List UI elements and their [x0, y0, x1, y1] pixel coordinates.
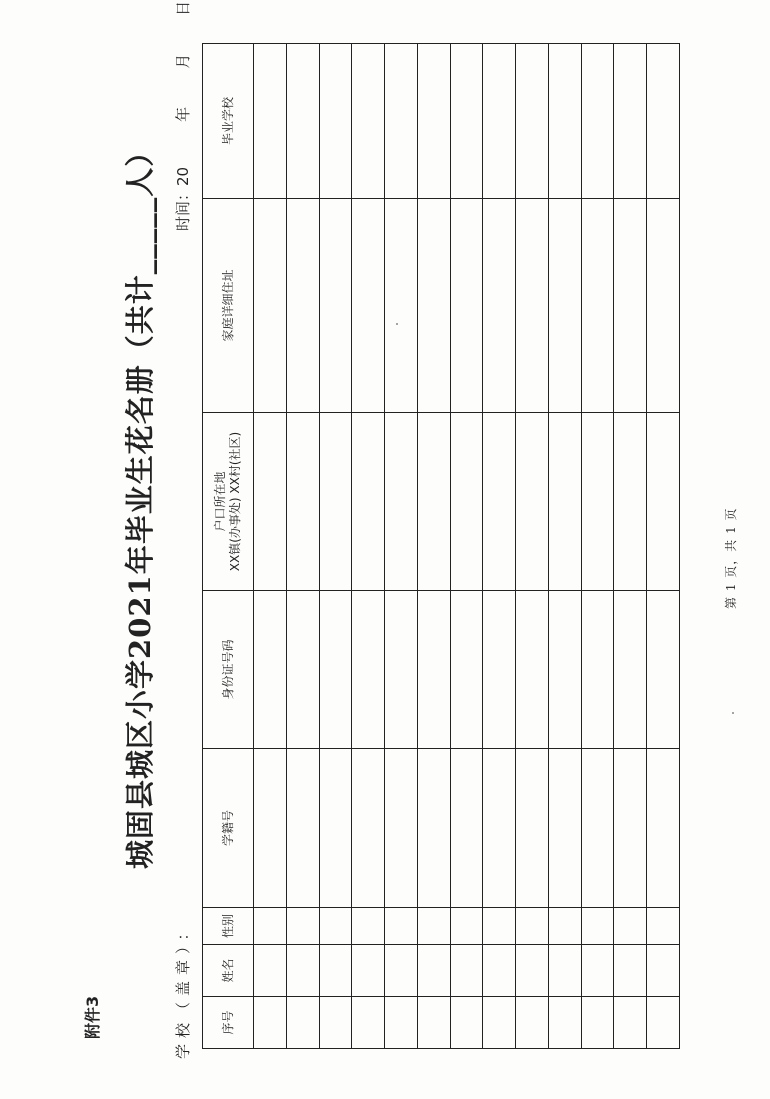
- table-cell[interactable]: [319, 199, 352, 413]
- table-cell[interactable]: [548, 199, 581, 413]
- table-cell[interactable]: [254, 997, 287, 1049]
- table-cell[interactable]: [483, 749, 516, 908]
- table-cell[interactable]: [385, 749, 418, 908]
- table-cell[interactable]: [352, 413, 385, 591]
- table-cell[interactable]: [319, 413, 352, 591]
- date-prefix: 时间：20: [174, 166, 192, 231]
- table-cell[interactable]: [385, 413, 418, 591]
- table-cell[interactable]: [254, 908, 287, 945]
- table-cell[interactable]: [548, 591, 581, 749]
- table-cell[interactable]: [286, 199, 319, 413]
- school-seal-label: 学校（盖章）：: [174, 919, 192, 1059]
- table-cell[interactable]: [647, 44, 680, 199]
- table-cell[interactable]: [254, 413, 287, 591]
- table-cell[interactable]: [516, 945, 549, 997]
- table-cell[interactable]: [254, 44, 287, 199]
- table-cell[interactable]: [450, 44, 483, 199]
- table-row: [548, 44, 581, 1049]
- table-row: [581, 44, 614, 1049]
- table-cell[interactable]: [548, 945, 581, 997]
- table-cell[interactable]: [352, 44, 385, 199]
- table-row: [516, 44, 549, 1049]
- table-cell[interactable]: [548, 44, 581, 199]
- table-cell[interactable]: [614, 908, 647, 945]
- table-cell[interactable]: [352, 945, 385, 997]
- table-cell[interactable]: [352, 908, 385, 945]
- table-row: [254, 44, 287, 1049]
- table-cell[interactable]: [450, 413, 483, 591]
- table-cell[interactable]: [581, 591, 614, 749]
- table-header-row: [203, 44, 254, 1049]
- table-cell[interactable]: [614, 749, 647, 908]
- table-cell[interactable]: [450, 199, 483, 413]
- table-cell[interactable]: [450, 908, 483, 945]
- col-header-graduate-school: 毕业学校: [203, 44, 254, 199]
- table-cell[interactable]: [254, 945, 287, 997]
- col-header-address: 家庭详细住址: [203, 199, 254, 413]
- table-cell[interactable]: [417, 413, 450, 591]
- table-cell[interactable]: [385, 908, 418, 945]
- table-cell[interactable]: [516, 908, 549, 945]
- table-body: [254, 44, 680, 1049]
- table-cell[interactable]: [417, 997, 450, 1049]
- table-cell[interactable]: [647, 997, 680, 1049]
- table-cell[interactable]: [286, 749, 319, 908]
- table-cell[interactable]: [647, 199, 680, 413]
- table-cell[interactable]: [581, 749, 614, 908]
- table-cell[interactable]: [319, 44, 352, 199]
- col-header-household-note: XX镇(办事处) XX村(社区): [228, 431, 242, 572]
- table-cell[interactable]: [483, 413, 516, 591]
- col-header-index: 序号: [203, 997, 254, 1049]
- table-cell[interactable]: [516, 749, 549, 908]
- table-cell[interactable]: [614, 413, 647, 591]
- table-cell[interactable]: [614, 997, 647, 1049]
- date-line: [172, 1, 193, 231]
- table-cell[interactable]: [417, 749, 450, 908]
- table-cell[interactable]: [385, 199, 418, 413]
- table-cell[interactable]: [516, 591, 549, 749]
- table-cell[interactable]: [483, 945, 516, 997]
- table-cell[interactable]: [352, 997, 385, 1049]
- table-cell[interactable]: [254, 749, 287, 908]
- col-header-gender: 性别: [203, 908, 254, 945]
- table-cell[interactable]: [614, 44, 647, 199]
- table-cell[interactable]: [254, 591, 287, 749]
- table-cell[interactable]: [286, 908, 319, 945]
- table-cell[interactable]: [647, 591, 680, 749]
- table-row: [352, 44, 385, 1049]
- table-cell[interactable]: [581, 945, 614, 997]
- page-number: 第 1 页，共 1 页: [724, 507, 738, 609]
- table-cell[interactable]: [417, 591, 450, 749]
- table-cell[interactable]: [614, 199, 647, 413]
- table-cell[interactable]: [483, 199, 516, 413]
- table-cell[interactable]: [352, 199, 385, 413]
- table-cell[interactable]: [319, 945, 352, 997]
- table-cell[interactable]: [319, 997, 352, 1049]
- scan-speck: [732, 712, 734, 714]
- col-header-student-id: 学籍号: [203, 749, 254, 908]
- table-cell[interactable]: [647, 413, 680, 591]
- table-cell[interactable]: [516, 44, 549, 199]
- col-header-household-label: 户口所在地: [213, 471, 227, 532]
- table-cell[interactable]: [483, 908, 516, 945]
- table-cell[interactable]: [548, 749, 581, 908]
- table-cell[interactable]: [581, 44, 614, 199]
- table-cell[interactable]: [450, 591, 483, 749]
- table-cell[interactable]: [286, 591, 319, 749]
- table-cell[interactable]: [647, 945, 680, 997]
- table-cell[interactable]: [385, 591, 418, 749]
- table-row: [319, 44, 352, 1049]
- table-cell[interactable]: [319, 591, 352, 749]
- table-row: [483, 44, 516, 1049]
- table-row: [286, 44, 319, 1049]
- date-month: 月: [174, 53, 192, 69]
- table-cell[interactable]: [581, 997, 614, 1049]
- table-cell[interactable]: [450, 997, 483, 1049]
- document-title: 城固县城区小学2021年毕业生花名册（共计_____人）: [123, 136, 157, 869]
- table-cell[interactable]: [385, 997, 418, 1049]
- table-cell[interactable]: [385, 945, 418, 997]
- table-cell[interactable]: [483, 997, 516, 1049]
- table-cell[interactable]: [417, 945, 450, 997]
- table-cell[interactable]: [286, 413, 319, 591]
- col-header-name: 姓名: [203, 945, 254, 997]
- table-cell[interactable]: [647, 908, 680, 945]
- table-cell[interactable]: [254, 199, 287, 413]
- table-cell[interactable]: [548, 413, 581, 591]
- table-row: [647, 44, 680, 1049]
- table-cell[interactable]: [581, 199, 614, 413]
- table-row: [614, 44, 647, 1049]
- table-cell[interactable]: [581, 413, 614, 591]
- table-cell[interactable]: [286, 945, 319, 997]
- col-header-household: [203, 413, 254, 591]
- table-cell[interactable]: [581, 908, 614, 945]
- table-cell[interactable]: [286, 997, 319, 1049]
- table-cell[interactable]: [417, 44, 450, 199]
- table-cell[interactable]: [483, 591, 516, 749]
- table-cell[interactable]: [385, 44, 418, 199]
- table-cell[interactable]: [614, 945, 647, 997]
- graduate-roster-table: [202, 43, 680, 1049]
- table-cell[interactable]: [647, 749, 680, 908]
- col-header-id-number: 身份证号码: [203, 591, 254, 749]
- date-year: 年: [174, 106, 192, 122]
- scan-speck: [396, 323, 398, 325]
- table-row: [385, 44, 418, 1049]
- table-cell[interactable]: [548, 997, 581, 1049]
- table-cell[interactable]: [516, 413, 549, 591]
- table-cell[interactable]: [417, 908, 450, 945]
- table-cell[interactable]: [450, 749, 483, 908]
- table-cell[interactable]: [286, 44, 319, 199]
- table-cell[interactable]: [516, 997, 549, 1049]
- table-cell[interactable]: [352, 591, 385, 749]
- date-day: 日: [174, 0, 192, 16]
- table-cell[interactable]: [417, 199, 450, 413]
- table-cell[interactable]: [614, 591, 647, 749]
- table-cell[interactable]: [548, 908, 581, 945]
- table-cell[interactable]: [319, 749, 352, 908]
- table-cell[interactable]: [319, 908, 352, 945]
- table-cell[interactable]: [516, 199, 549, 413]
- attachment-label: 附件3: [83, 995, 102, 1039]
- table-cell[interactable]: [483, 44, 516, 199]
- table-cell[interactable]: [450, 945, 483, 997]
- table-cell[interactable]: [352, 749, 385, 908]
- table-row: [417, 44, 450, 1049]
- table-row: [450, 44, 483, 1049]
